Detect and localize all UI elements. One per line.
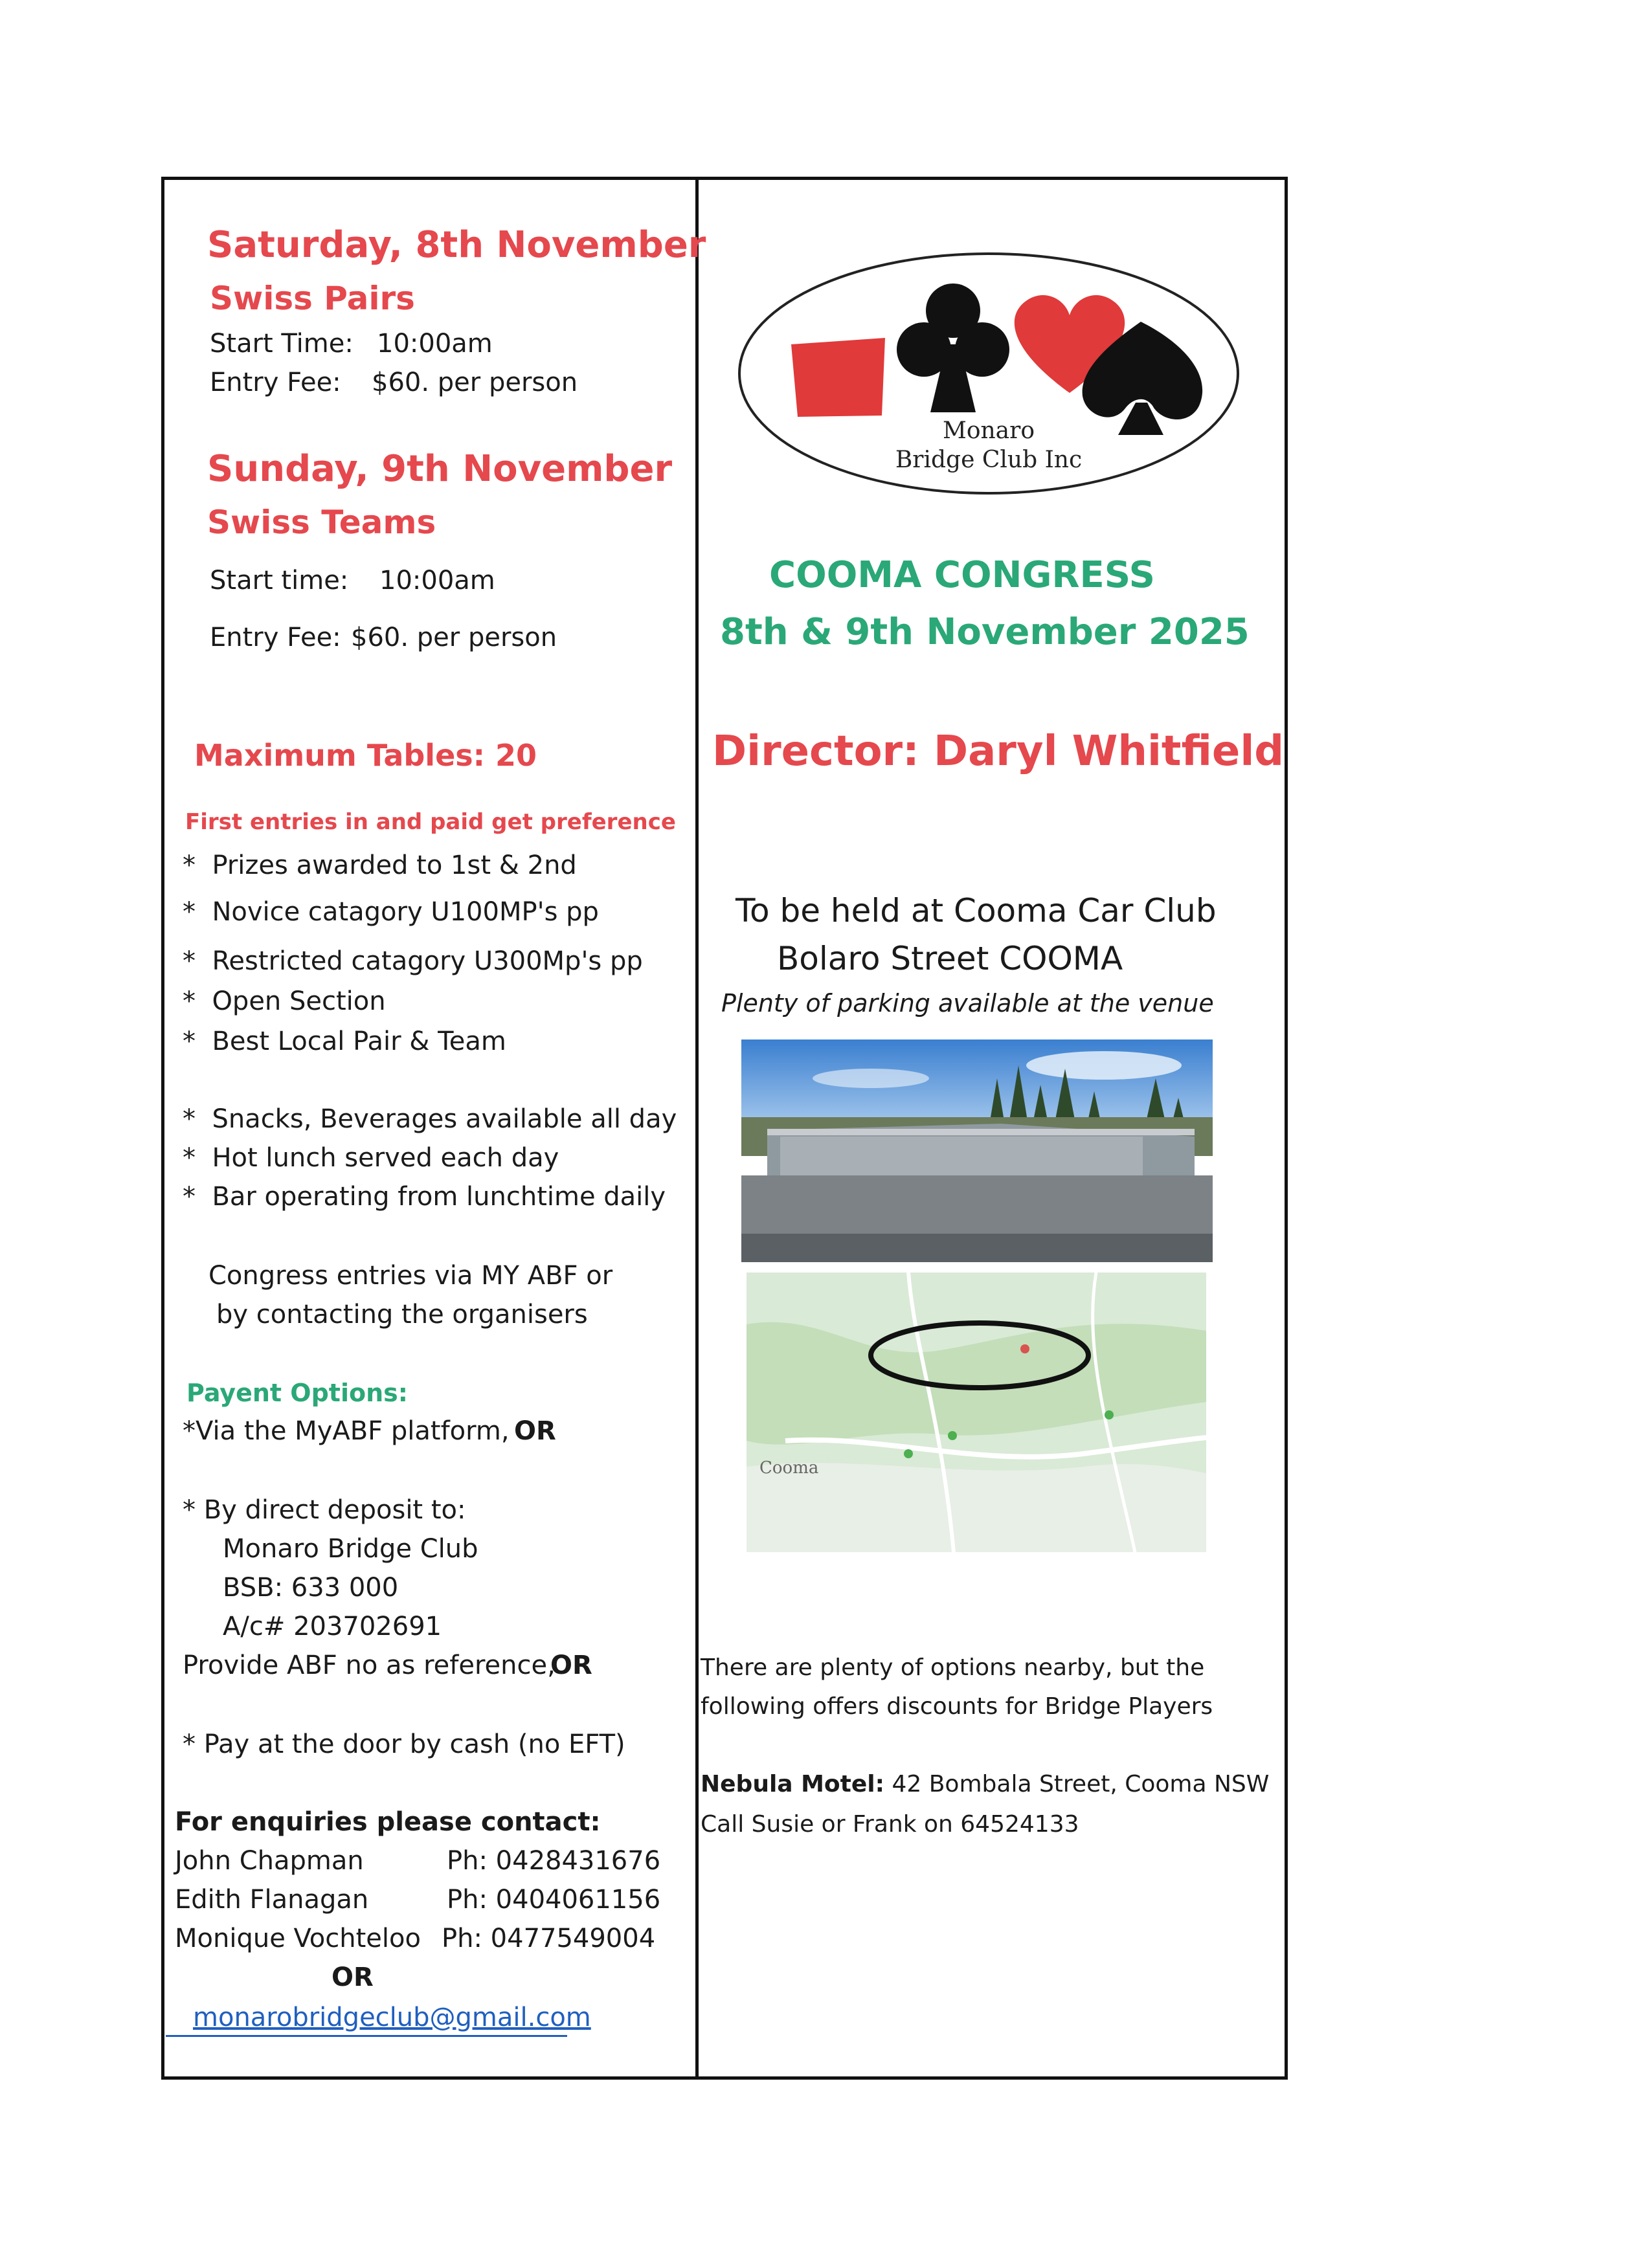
contact-phone: Ph: 0428431676 <box>447 1846 661 1876</box>
list-item: * Snacks, Beverages available all day <box>183 1104 677 1134</box>
or-label-1: OR <box>514 1416 556 1446</box>
contact-name: John Chapman <box>175 1846 364 1876</box>
pay-reference: Provide ABF no as reference, <box>183 1651 556 1680</box>
contact-phone: Ph: 0477549004 <box>442 1924 656 1953</box>
congress-dates: 8th & 9th November 2025 <box>720 611 1250 653</box>
accommodation-line-1: There are plenty of options nearby, but the <box>701 1654 1205 1681</box>
list-item: * Bar operating from lunchtime daily <box>183 1182 666 1212</box>
max-tables: Maximum Tables: 20 <box>194 738 537 773</box>
saturday-heading: Saturday, 8th November <box>207 224 706 266</box>
contact-name: Monique Vochteloo <box>175 1924 421 1953</box>
email-link[interactable]: monarobridgeclub@gmail.com <box>193 2003 591 2032</box>
congress-title: COOMA CONGRESS <box>769 554 1155 596</box>
list-item: * Prizes awarded to 1st & 2nd <box>183 850 577 880</box>
venue-line-2: Bolaro Street COOMA <box>777 940 1123 977</box>
pay-door: * Pay at the door by cash (no EFT) <box>183 1729 625 1759</box>
sun-start-label: Start time: <box>210 566 349 595</box>
motel-call: Call Susie or Frank on 64524133 <box>701 1811 1079 1838</box>
deposit-name: Monaro Bridge Club <box>223 1534 478 1564</box>
entries-line-1: Congress entries via MY ABF or <box>208 1261 613 1291</box>
pay-via-myabf: *Via the MyABF platform, <box>183 1416 510 1446</box>
list-item: * Hot lunch served each day <box>183 1143 559 1173</box>
sat-start-label: Start Time: <box>210 329 354 359</box>
accommodation-line-2: following offers discounts for Bridge Players <box>701 1693 1213 1720</box>
pay-deposit: * By direct deposit to: <box>183 1495 466 1525</box>
list-item: * Novice catagory U100MP's pp <box>183 897 599 927</box>
or-label-2: OR <box>550 1651 592 1680</box>
sunday-event: Swiss Teams <box>207 504 436 541</box>
motel-name: Nebula Motel: <box>701 1771 885 1797</box>
sun-fee-value: $60. per person <box>351 623 557 652</box>
email-underline <box>166 2035 567 2037</box>
motel-details <box>701 1771 1269 1797</box>
list-item: * Restricted catagory U300Mp's pp <box>183 946 643 976</box>
venue-photo <box>741 1040 1213 1262</box>
venue-line-1: To be held at Cooma Car Club <box>736 892 1217 929</box>
sat-fee-label: Entry Fee: <box>210 368 341 397</box>
preference-note: First entries in and paid get preference <box>185 809 676 835</box>
or-label-3: OR <box>331 1962 374 1992</box>
sun-start-value: 10:00am <box>379 566 495 595</box>
diamond-icon <box>791 338 885 417</box>
deposit-account: A/c# 203702691 <box>223 1612 442 1641</box>
payment-heading: Payent Options: <box>186 1379 408 1407</box>
deposit-bsb: BSB: 633 000 <box>223 1573 399 1603</box>
parking-note: Plenty of parking available at the venue <box>721 989 1214 1017</box>
location-map <box>747 1273 1206 1552</box>
list-item: * Open Section <box>183 986 386 1016</box>
logo-line-2: Bridge Club Inc <box>895 447 1083 473</box>
sun-fee-label: Entry Fee: <box>210 623 341 652</box>
sunday-heading: Sunday, 9th November <box>207 448 673 490</box>
map-label-cooma: Cooma <box>759 1458 819 1478</box>
sat-start-value: 10:00am <box>377 329 493 359</box>
enquiries-heading: For enquiries please contact: <box>175 1807 601 1837</box>
sat-fee-value: $60. per person <box>372 368 578 397</box>
motel-address: 42 Bombala Street, Cooma NSW <box>892 1771 1270 1797</box>
saturday-event: Swiss Pairs <box>210 280 415 317</box>
contact-name: Edith Flanagan <box>175 1885 369 1915</box>
column-divider <box>695 177 699 2080</box>
entries-line-2: by contacting the organisers <box>216 1300 588 1329</box>
list-item: * Best Local Pair & Team <box>183 1027 506 1056</box>
logo-line-1: Monaro <box>942 417 1035 444</box>
contact-phone: Ph: 0404061156 <box>447 1885 661 1915</box>
director: Director: Daryl Whitfield <box>712 728 1285 775</box>
club-logo <box>733 241 1244 503</box>
